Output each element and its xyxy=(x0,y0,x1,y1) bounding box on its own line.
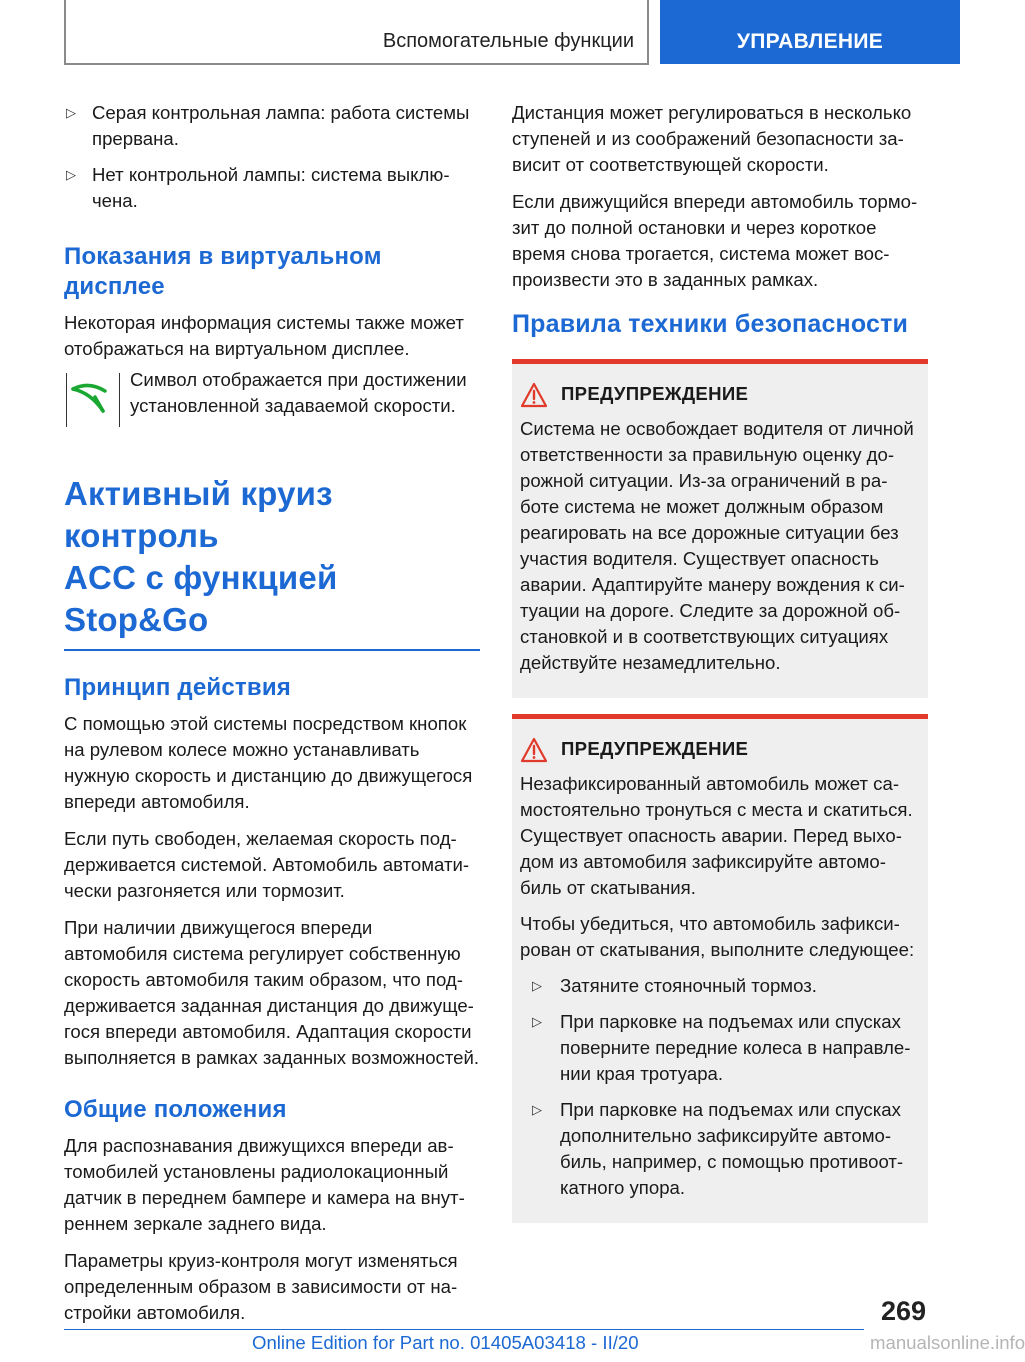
warning-title-row xyxy=(520,737,920,765)
footer-watermark: manualsonline.info xyxy=(870,1332,1025,1353)
list-item xyxy=(64,162,480,214)
list-item-text: При парковке на подъемах или спусках поверните передние колеса в направлении края тротуара. xyxy=(560,1011,911,1084)
speed-symbol-row xyxy=(64,369,480,443)
heading-acc-line-2: ACC с функцией Stop&Go xyxy=(64,559,338,638)
paragraph-general-2: Параметры круиз-контроля могут изменяться определенным образом в зависимости от настройки автомобиля. xyxy=(64,1250,458,1323)
header-bottom-rule xyxy=(64,63,649,65)
list-item xyxy=(520,1009,920,1087)
list-item-text: Нет контрольной лампы: система выключена. xyxy=(92,164,450,211)
list-item-text: Затяните стояночный тормоз. xyxy=(560,975,817,996)
warning-box-1 xyxy=(512,359,928,698)
warning-title: ПРЕДУПРЕЖДЕНИЕ xyxy=(561,383,749,404)
heading-safety: Правила техники безопасности xyxy=(512,310,909,338)
warning-text-1: Незафиксированный автомобиль может самостоятельно тронуться с места и скатиться. Существует опасность аварии. Перед выходом из автомобиля зафиксируйте автомобиль от скатывания. xyxy=(520,773,913,898)
bullet-triangle-icon: ▷ xyxy=(532,978,542,993)
list-item xyxy=(520,1097,920,1201)
header-chapter-tab[interactable] xyxy=(660,0,960,64)
rollaway-steps-list xyxy=(520,973,920,1201)
speed-symbol-frame xyxy=(66,373,120,427)
list-item xyxy=(64,100,480,152)
warning-title-row xyxy=(520,382,920,410)
warning-text: Система не освобождает водителя от личной ответственности за правильную оценку дорожной ситуации. Из-за ограничений в работе система не может должным образом реагировать на все дорожные ситуации без участия водителя. Существует опасность аварии. Адаптируйте манеру вождения к ситуации на дороге. Следите за дорожной обстановкой и в соответствующих ситуациях действуйте незамедлительно. xyxy=(520,418,914,673)
heading-virtual-display: Показания в виртуальном дисплее xyxy=(64,243,382,300)
heading-general: Общие положения xyxy=(64,1096,287,1123)
bullet-triangle-icon: ▷ xyxy=(532,1014,542,1029)
footer-edition: Online Edition for Part no. 01405A03418 - II/20 xyxy=(252,1332,639,1353)
warning-text-2: Чтобы убедиться, что автомобиль зафиксирован от скатывания, выполните следующее: xyxy=(520,913,915,960)
list-item xyxy=(520,973,920,999)
paragraph-virtual-display: Некоторая информация системы также может отображаться на виртуальном дисплее. xyxy=(64,312,464,359)
green-speed-indicator-icon xyxy=(67,373,121,427)
warning-title: ПРЕДУПРЕЖДЕНИЕ xyxy=(561,738,749,759)
speed-symbol-description: Символ отображается при достижении установленной задаваемой скорости. xyxy=(130,369,467,416)
right-column xyxy=(512,100,928,1239)
warning-box-2 xyxy=(512,714,928,1223)
warning-triangle-icon xyxy=(520,737,548,763)
header-section-title: Вспомогательные функции xyxy=(382,30,634,52)
footer-rule xyxy=(64,1329,864,1330)
bullet-triangle-icon: ▷ xyxy=(66,167,76,182)
list-item-text: Серая контрольная лампа: работа системы прервана. xyxy=(92,102,470,149)
paragraph-principle-1: С помощью этой системы посредством кнопок на рулевом колесе можно устанавливать нужную скорость и дистанцию до движущегося впереди автомобиля. xyxy=(64,713,473,812)
heading-acc-line-1: Активный круиз контроль xyxy=(64,475,333,554)
acc-heading-block xyxy=(64,473,480,651)
bullet-triangle-icon: ▷ xyxy=(66,105,76,120)
status-lamp-list xyxy=(64,100,480,214)
paragraph-principle-2: Если путь свободен, желаемая скорость поддерживается системой. Автомобиль автоматически разгоняется или тормозит. xyxy=(64,828,470,901)
header-divider xyxy=(647,0,649,64)
paragraph-distance-1: Дистанция может регулироваться в несколько ступеней и из соображений безопасности зависит от соответствующей скорости. xyxy=(512,102,912,175)
heading-principle: Принцип действия xyxy=(64,674,291,701)
paragraph-principle-3: При наличии движущегося впереди автомобиля система регулирует собственную скорость автомобиля таким образом, что поддерживается заданная дистанция до движущегося впереди автомобиля. Адаптация скорости выполняется в рамках заданных возможностей. xyxy=(64,917,480,1068)
heading-underline xyxy=(64,649,480,651)
paragraph-distance-2: Если движущийся впереди автомобиль тормозит до полной остановки и через короткое время снова трогается, система может воспроизвести это в заданных рамках. xyxy=(512,191,918,290)
list-item-text: При парковке на подъемах или спусках дополнительно зафиксируйте автомобиль, например, с помощью противооткатного упора. xyxy=(560,1099,904,1198)
bullet-triangle-icon: ▷ xyxy=(532,1102,542,1117)
paragraph-general-1: Для распознавания движущихся впереди автомобилей установлены радиолокационный датчик в переднем бампере и камера на внутреннем зеркале заднего вида. xyxy=(64,1135,465,1234)
header-left-rule xyxy=(64,0,66,64)
left-column xyxy=(64,100,480,1337)
warning-triangle-icon xyxy=(520,382,548,408)
header-chapter-label: УПРАВЛЕНИЕ xyxy=(736,30,884,53)
page-number: 269 xyxy=(880,1296,926,1326)
